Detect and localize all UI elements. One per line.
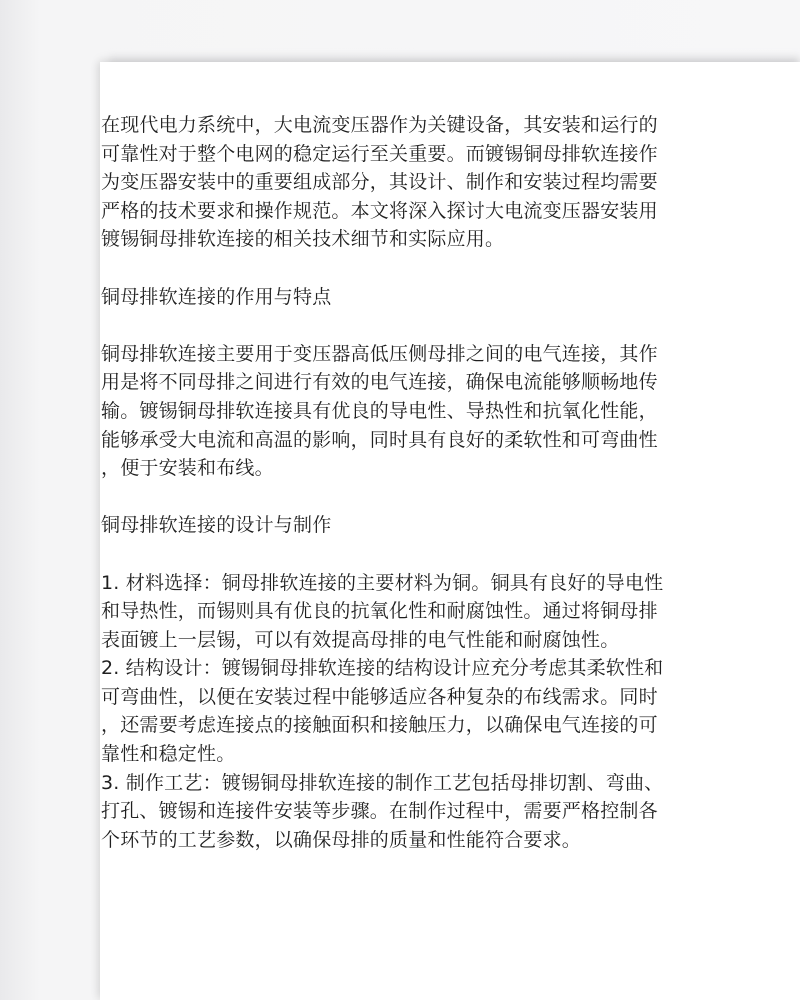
text-line: 镀锡铜母排软连接的相关技术细节和实际应用。 bbox=[101, 228, 505, 251]
paragraph-gap bbox=[101, 311, 741, 340]
paragraph-gap bbox=[101, 540, 741, 569]
section-heading-2: 铜母排软连接的设计与制作 bbox=[101, 514, 332, 537]
text-line: ，还需要考虑连接点的接触面积和接触压力，以确保电气连接的可 bbox=[101, 714, 658, 737]
section-heading-1: 铜母排软连接的作用与特点 bbox=[101, 285, 332, 308]
text-line: 和导热性，而锡则具有优良的抗氧化性和耐腐蚀性。通过将铜母排 bbox=[101, 600, 658, 623]
document-body bbox=[101, 111, 741, 854]
text-line: 靠性和稳定性。 bbox=[101, 743, 236, 766]
text-line: 为变压器安装中的重要组成部分，其设计、制作和安装过程均需要 bbox=[101, 171, 658, 194]
text-line: 个环节的工艺参数，以确保母排的质量和性能符合要求。 bbox=[101, 828, 582, 851]
text-line: 可弯曲性，以便在安装过程中能够适应各种复杂的布线需求。同时 bbox=[101, 685, 658, 708]
text-line: 表面镀上一层锡，可以有效提高母排的电气性能和耐腐蚀性。 bbox=[101, 628, 620, 651]
text-line: 打孔、镀锡和连接件安装等步骤。在制作过程中，需要严格控制各 bbox=[101, 800, 658, 823]
text-line: 能够承受大电流和高温的影响，同时具有良好的柔软性和可弯曲性 bbox=[101, 428, 658, 451]
text-line: 在现代电力系统中，大电流变压器作为关键设备，其安装和运行的 bbox=[101, 114, 658, 136]
paragraph-gap bbox=[101, 483, 741, 512]
section2-list bbox=[101, 569, 741, 855]
text-line: 可靠性对于整个电网的稳定运行至关重要。而镀锡铜母排软连接作 bbox=[101, 142, 658, 165]
text-line: 严格的技术要求和操作规范。本文将深入探讨大电流变压器安装用 bbox=[101, 199, 658, 222]
text-line: 2. 结构设计：镀锡铜母排软连接的结构设计应充分考虑其柔软性和 bbox=[101, 657, 664, 680]
section1-paragraph bbox=[101, 340, 741, 483]
text-line: 1. 材料选择：铜母排软连接的主要材料为铜。铜具有良好的导电性 bbox=[101, 571, 664, 594]
intro-paragraph bbox=[101, 111, 741, 254]
text-line: 输。镀锡铜母排软连接具有优良的导电性、导热性和抗氧化性能， bbox=[101, 399, 658, 422]
text-line: 铜母排软连接主要用于变压器高低压侧母排之间的电气连接，其作 bbox=[101, 342, 658, 365]
text-line: ，便于安装和布线。 bbox=[101, 457, 274, 480]
text-line: 3. 制作工艺：镀锡铜母排软连接的制作工艺包括母排切割、弯曲、 bbox=[101, 771, 664, 794]
paragraph-gap bbox=[101, 254, 741, 283]
text-line: 用是将不同母排之间进行有效的电气连接，确保电流能够顺畅地传 bbox=[101, 371, 658, 394]
